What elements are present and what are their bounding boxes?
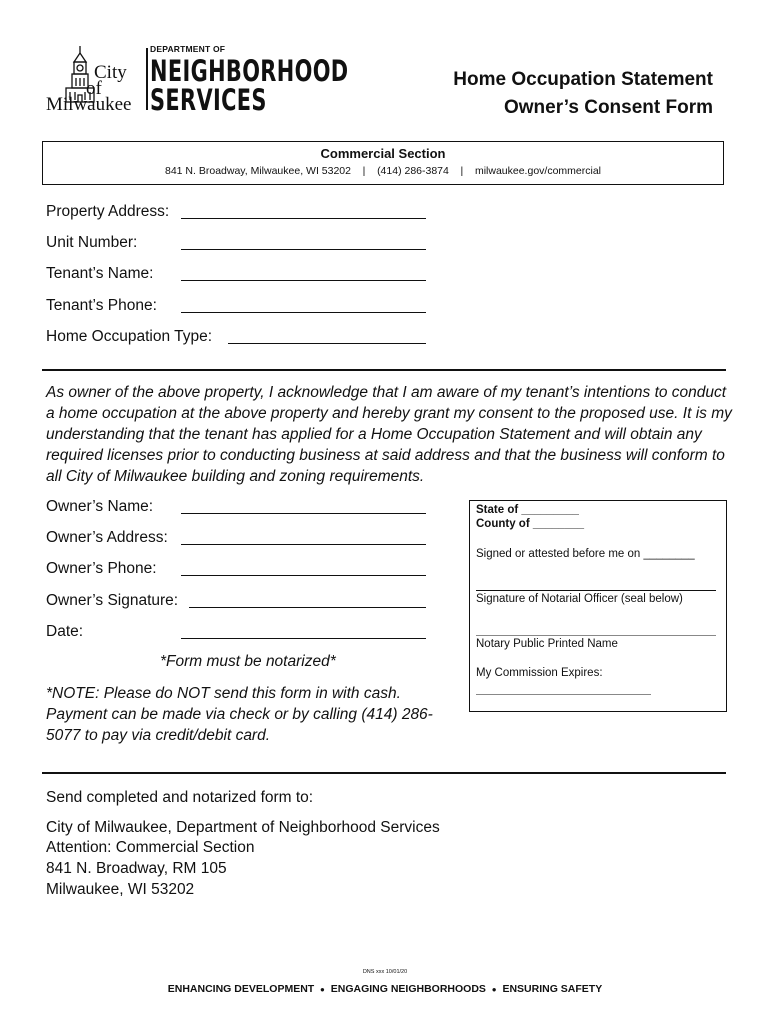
logo-word-milwaukee: Milwaukee bbox=[46, 94, 132, 115]
owner-address-field[interactable] bbox=[181, 544, 426, 545]
home-occupation-type-field[interactable] bbox=[228, 343, 426, 344]
owner-signature-label: Owner’s Signature: bbox=[46, 592, 179, 609]
separator: | bbox=[362, 165, 366, 177]
notary-signature-line[interactable] bbox=[476, 590, 716, 591]
date-label: Date: bbox=[46, 623, 84, 640]
payment-note: *NOTE: Please do NOT send this form in with cash. Payment can be made via check or by calling (414) 286-5077 to pay via credit/debit card. bbox=[46, 685, 433, 744]
logo-word-of: of bbox=[86, 78, 102, 99]
property-address-label: Property Address: bbox=[46, 203, 170, 220]
notary-commission-label: My Commission Expires: bbox=[476, 667, 603, 679]
city-of-milwaukee-logo bbox=[46, 44, 142, 116]
owner-address-label: Owner’s Address: bbox=[46, 529, 168, 546]
owner-phone-label: Owner’s Phone: bbox=[46, 560, 157, 577]
owner-name-field[interactable] bbox=[181, 513, 426, 514]
commercial-section-box bbox=[42, 141, 724, 185]
tenant-name-label: Tenant’s Name: bbox=[46, 265, 154, 282]
form-subtitle: Owner’s Consent Form bbox=[503, 97, 713, 118]
notary-signed-label: Signed or attested before me on ________ bbox=[476, 548, 695, 560]
notary-state-label: State of _________ bbox=[476, 504, 579, 516]
bullet-icon: ● bbox=[491, 985, 497, 994]
bullet-icon: ● bbox=[320, 985, 325, 994]
notary-box bbox=[469, 500, 727, 712]
section-phone: (414) 286-3874 bbox=[377, 165, 449, 177]
owner-phone-field[interactable] bbox=[181, 575, 426, 576]
logo-divider bbox=[146, 48, 148, 110]
mailing-line: Milwaukee, WI 53202 bbox=[46, 881, 195, 898]
unit-number-label: Unit Number: bbox=[46, 234, 138, 251]
form-title: Home Occupation Statement bbox=[453, 69, 713, 90]
form-code: DNS xxx 10/01/20 bbox=[362, 969, 408, 975]
property-address-field[interactable] bbox=[181, 218, 426, 219]
tagline-part: ENHANCING DEVELOPMENT bbox=[167, 983, 315, 995]
home-occupation-type-label: Home Occupation Type: bbox=[46, 328, 212, 345]
notary-printed-name-line[interactable] bbox=[476, 635, 716, 636]
dept-name-line2: SERVICES bbox=[150, 83, 267, 117]
date-field[interactable] bbox=[181, 638, 426, 639]
tagline-part: ENSURING SAFETY bbox=[502, 983, 603, 995]
dept-small-label: DEPARTMENT OF bbox=[150, 44, 226, 54]
owner-name-label: Owner’s Name: bbox=[46, 498, 154, 515]
logo-word-city: City bbox=[94, 62, 127, 83]
tenant-phone-label: Tenant’s Phone: bbox=[46, 297, 157, 314]
tenant-phone-field[interactable] bbox=[181, 312, 426, 313]
owner-signature-field[interactable] bbox=[189, 607, 426, 608]
notary-printed-name-label: Notary Public Printed Name bbox=[476, 638, 618, 650]
dept-name-line1: NEIGHBORHOOD bbox=[150, 54, 349, 88]
mailing-line: Attention: Commercial Section bbox=[46, 839, 255, 856]
section-website: milwaukee.gov/commercial bbox=[474, 165, 601, 177]
section-title: Commercial Section bbox=[320, 146, 446, 161]
separator: | bbox=[460, 165, 464, 177]
tagline-part: ENGAGING NEIGHBORHOODS bbox=[330, 983, 486, 995]
section-divider bbox=[42, 369, 726, 371]
dns-logo-text bbox=[150, 44, 426, 115]
section-address: 841 N. Broadway, Milwaukee, WI 53202 bbox=[165, 165, 351, 177]
unit-number-field[interactable] bbox=[181, 249, 426, 250]
tenant-name-field[interactable] bbox=[181, 280, 426, 281]
consent-statement: As owner of the above property, I acknowledge that I am aware of my tenant’s intentions to conduct a home occupation at the above property and hereby grant my consent to the proposed use. It is my understanding that the tenant has applied for a Home Occupation Statement and will obtain any required licenses prior to conducting business at said address and that the business will conform to all City of Milwaukee building and zoning requirements. bbox=[46, 384, 732, 485]
mailing-intro: Send completed and notarized form to: bbox=[46, 789, 314, 806]
notarized-requirement: *Form must be notarized* bbox=[160, 653, 336, 670]
mailing-line: 841 N. Broadway, RM 105 bbox=[46, 860, 227, 877]
section-contact-line bbox=[43, 165, 723, 177]
notary-commission-line[interactable] bbox=[476, 694, 651, 695]
notary-signature-label: Signature of Notarial Officer (seal below) bbox=[476, 593, 683, 605]
mailing-line: City of Milwaukee, Department of Neighborhood Services bbox=[46, 819, 440, 836]
footer-tagline bbox=[0, 983, 770, 995]
notary-county-label: County of ________ bbox=[476, 518, 585, 530]
mailing-divider bbox=[42, 772, 726, 774]
